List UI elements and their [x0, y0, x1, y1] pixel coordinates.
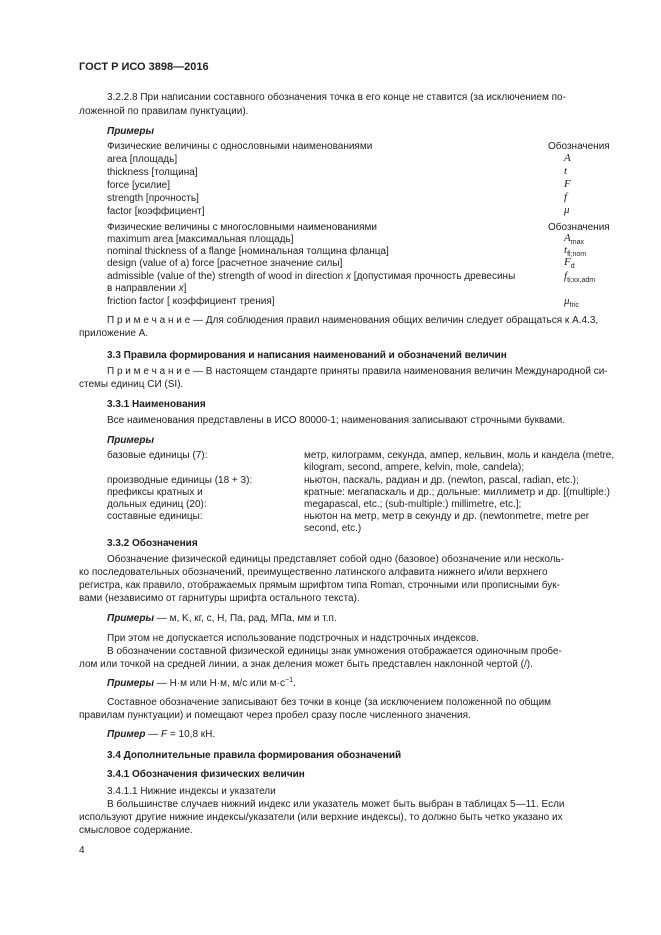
group2-row4-name-line2: в направлении x]: [107, 283, 187, 294]
group1-row-symbol: μ: [564, 204, 570, 216]
examples-label: Примеры: [107, 126, 155, 137]
s331-row-right: megapascal, etc.; (sub-multiple:) millimetre, etc.];: [304, 499, 522, 510]
s331-row-right: метр, килограмм, секунда, ампер, кельвин, моль и кандела (metre,: [304, 450, 615, 461]
s331-row-right: ньютон, паскаль, радиан и др. (newton, pascal, radian, etc.);: [304, 475, 579, 486]
s331-row-left: префиксы кратных и: [107, 487, 203, 498]
s34-para-line: В большинстве случаев нижний индекс или указатель может быть выбран в таблицах 5—11. Если: [107, 799, 565, 810]
s34-para-line: используют другие нижние индексы/указатели (или верхние индексы), то должно быть четко указано их: [79, 812, 563, 823]
group2-row2-symbol: $t_{fl;nom}$: [564, 244, 587, 258]
group1-row-name: strength [прочность]: [107, 193, 199, 204]
s33-note-line2: стемы единиц СИ (SI).: [79, 379, 184, 390]
group2-row1-symbol: $A_{max}$: [564, 232, 584, 246]
s331-examples-label: Примеры: [107, 435, 155, 446]
s332-paragraph4-line2: правилам пунктуации) и помещают через пробел сразу после численного значения.: [79, 710, 471, 721]
group2-heading: Физические величины с многословными наименованиями: [107, 222, 377, 233]
s331-row-right: кратные: мегапаскаль и др.; дольные: миллиметр и др. [(multiple:): [304, 487, 610, 498]
section-3-3-2-heading: 3.3.2 Обозначения: [107, 538, 198, 549]
group1-row-name: thickness [толщина]: [107, 167, 198, 178]
section-3-4-heading: 3.4 Дополнительные правила формирования обозначений: [107, 750, 402, 761]
s332-paragraph3-line1: В обозначении составной физической единицы знак умножения отображается одиночным пробе-: [107, 646, 562, 657]
group1-row-symbol: f: [564, 191, 568, 203]
s332-para-line: регистра, как правило, отображаемых прямым шрифтом типа Roman, строчными или прописными бук-: [79, 580, 561, 591]
s332-example1: Примеры — м, K, кг, с, Н, Па, рад, МПа, мм и т.п.: [107, 613, 337, 624]
group2-row4-name-line1: admissible (value of the) strength of wood in direction x [допустимая прочность древесины: [107, 271, 516, 282]
s33-note-line1: П р и м е ч а н и е — В настоящем стандарте приняты правила наименования величин Международной си-: [107, 366, 608, 377]
group2-symbols-heading: Обозначения: [548, 222, 610, 233]
note-label: П р и м е ч а н и е: [107, 366, 191, 377]
section-3-4-1-1-heading: 3.4.1.1 Нижние индексы и указатели: [107, 786, 276, 797]
s331-text: Все наименования представлены в ИСО 80000-1; наименования записывают строчными буквами.: [107, 415, 566, 426]
group1-symbols-heading: Обозначения: [548, 141, 610, 152]
note1-line1: П р и м е ч а н и е — Для соблюдения правил наименования общих величин следует обращаться к А.4.3,: [107, 315, 599, 326]
group2-row2-name: nominal thickness of a flange [номинальная толщина фланца]: [107, 246, 389, 257]
group2-row3-symbol: $F_d$: [564, 256, 575, 270]
s332-example3: Пример — F = 10,8 кН.: [107, 729, 216, 740]
group2-row5-name: friction factor [ коэффициент трения]: [107, 296, 275, 307]
group2-row1-name: maximum area [максимальная площадь]: [107, 234, 294, 245]
s331-row-left: производные единицы (18 + 3):: [107, 475, 253, 486]
s332-paragraph2: При этом не допускается использование подстрочных и надстрочных индексов.: [107, 633, 479, 644]
group1-row-name: factor [коэффициент]: [107, 206, 205, 217]
group1-row-symbol: F: [564, 178, 571, 190]
page-number: 4: [79, 845, 85, 856]
note-label: П р и м е ч а н и е: [107, 315, 191, 326]
group1-row-name: force [усилие]: [107, 180, 171, 191]
group1-row-name: area [площадь]: [107, 154, 178, 165]
paragraph-3228-line2: ложенной по правилам пунктуации).: [79, 106, 249, 117]
paragraph-3228-line1: 3.2.2.8 При написании составного обозначения точка в его конце не ставится (за исключением по-: [107, 92, 566, 103]
group2-row3-name: design (value of a) force [расчетное значение силы]: [107, 258, 343, 269]
document-header-title: ГОСТ Р ИСО 3898—2016: [79, 61, 209, 73]
s34-para-line: смысловое содержание.: [79, 825, 193, 836]
s332-paragraph4-line1: Составное обозначение записывают без точки в конце (за исключением положенной по общим: [107, 697, 552, 708]
s331-row-right: kilogram, second, ampere, kelvin, mole, candela);: [304, 462, 525, 473]
group1-heading: Физические величины с однословными наименованиями: [107, 141, 373, 152]
s331-row-left: дольных единиц (20):: [107, 499, 207, 510]
section-3-4-1-heading: 3.4.1 Обозначения физических величин: [107, 769, 305, 780]
group1-row-symbol: t: [564, 165, 568, 177]
note1-line2: приложение А.: [79, 328, 149, 339]
group2-row5-symbol: $\mu_{fric}$: [564, 295, 579, 309]
s332-paragraph3-line2: лом или точкой на средней линии, а знак деления может быть представлен наклонной чертой (/).: [79, 659, 533, 670]
group1-row-symbol: A: [564, 152, 571, 164]
group2-row4-symbol: $f_{ti;xx,adm}$: [564, 270, 596, 284]
section-3-3-1-heading: 3.3.1 Наименования: [107, 399, 206, 410]
s332-para-line: ко последовательных обозначений, преимущественно латинского алфавита нижнего и/или верхнего: [79, 567, 548, 578]
s331-row-left: базовые единицы (7):: [107, 450, 208, 461]
s331-row-right: second, etc.): [304, 523, 362, 534]
s331-row-right: ньютон на метр, метр в секунду и др. (newtonmetre, metre per: [304, 511, 590, 522]
s332-para-line: Обозначение физической единицы представляет собой одно (базовое) обозначение или несколь-: [107, 554, 565, 565]
s332-para-line: вами (независимо от гарнитуры шрифта остального текста).: [79, 593, 360, 604]
s332-example2: Примеры — Н·м или Н·м, м/с или $м\cdot с^{-1}$.: [107, 677, 296, 689]
section-3-3-heading: 3.3 Правила формирования и написания наименований и обозначений величин: [107, 350, 507, 361]
s331-row-left: составные единицы:: [107, 511, 203, 522]
